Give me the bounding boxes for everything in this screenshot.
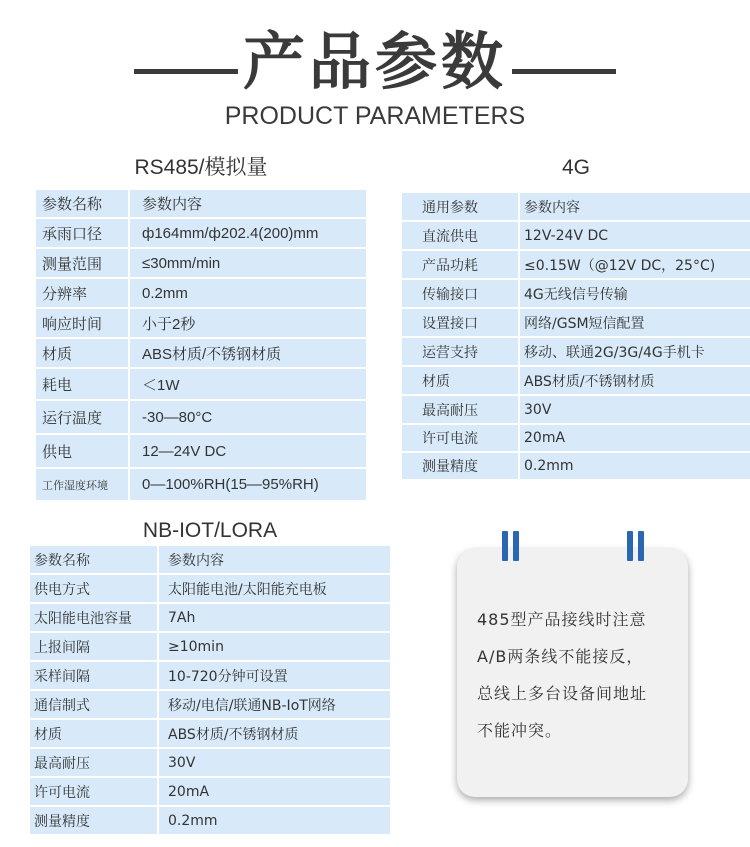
param-name: 采样间隔	[34, 668, 90, 685]
table-row	[402, 222, 750, 249]
table-row	[36, 469, 366, 500]
table-row	[36, 369, 366, 399]
table-row	[30, 575, 390, 602]
param-name: 太阳能电池容量	[34, 610, 132, 627]
param-value: 参数内容	[142, 196, 203, 213]
param-name: 运营支持	[422, 344, 478, 361]
param-value: 参数内容	[524, 199, 580, 216]
param-value: 30V	[524, 401, 552, 418]
param-name: 最高耐压	[34, 755, 90, 772]
section-title-rs485: RS485/模拟量	[134, 156, 268, 179]
param-value: 10-720分钟可设置	[168, 668, 288, 685]
param-value: 0.2mm	[524, 458, 574, 474]
table-row	[30, 691, 390, 718]
binder-clip-icon	[627, 531, 644, 561]
table-row	[36, 401, 366, 433]
table-row	[402, 453, 750, 479]
param-value: ABS材质/不锈钢材质	[168, 726, 299, 743]
note-line: 485型产品接线时注意	[477, 610, 647, 629]
note-line: A/B两条线不能接反，	[477, 647, 644, 666]
param-value: 0.2mm	[142, 284, 188, 302]
param-name: 参数名称	[34, 552, 90, 569]
rs485-param-table	[36, 190, 366, 500]
table-row	[30, 778, 390, 805]
param-name: 材质	[34, 726, 62, 743]
param-value: 12—24V DC	[142, 442, 227, 460]
param-value: 移动/电信/联通NB-IoT网络	[168, 697, 336, 714]
table-row	[402, 193, 750, 220]
table-row	[36, 249, 366, 277]
param-value: -30—80°C	[142, 408, 213, 426]
param-value: ф164mm/ф202.4(200)mm	[142, 224, 319, 242]
table-row	[30, 720, 390, 747]
param-name: 测量精度	[422, 459, 478, 475]
nbiot-param-table	[30, 546, 390, 834]
param-value: 0—100%RH(15—95%RH)	[142, 476, 319, 493]
table-row	[36, 190, 366, 217]
param-value: ≤0.15W（@12V DC，25°C)	[524, 257, 716, 274]
table-row	[30, 604, 390, 631]
param-name: 耗电	[42, 375, 73, 394]
table-row	[402, 280, 750, 307]
param-name: 运行温度	[42, 408, 103, 427]
table-row	[36, 219, 366, 247]
table-row	[402, 396, 750, 423]
param-value: 0.2mm	[168, 812, 218, 829]
section-title-nbiot: NB-IOT/LORA	[142, 519, 278, 542]
param-value: 小于2秒	[142, 315, 196, 333]
param-name: 测量精度	[34, 813, 90, 830]
param-name: 材质	[422, 373, 450, 390]
param-value: 7Ah	[168, 609, 196, 626]
param-name: 直流供电	[422, 228, 478, 245]
param-value: 移动、联通2G/3G/4G手机卡	[524, 344, 705, 361]
param-name: 通信制式	[34, 697, 90, 714]
param-value: ABS材质/不锈钢材质	[524, 373, 655, 390]
param-name: 通用参数	[422, 199, 478, 216]
table-row	[402, 367, 750, 394]
param-name: 测量范围	[42, 254, 103, 273]
table-row	[402, 338, 750, 365]
param-name: 材质	[42, 344, 73, 363]
table-row	[30, 749, 390, 776]
param-name: 许可电流	[422, 431, 478, 447]
table-row	[402, 309, 750, 336]
param-name: 响应时间	[42, 314, 103, 333]
note-line: 总线上多台设备间地址	[477, 684, 648, 703]
page-subtitle: PRODUCT PARAMETERS	[224, 102, 526, 130]
column-divider	[157, 546, 159, 834]
table-row	[36, 339, 366, 367]
param-name: 最高耐压	[422, 402, 478, 419]
param-name: 参数名称	[42, 195, 103, 213]
wiring-note-text	[477, 601, 677, 749]
param-value: 4G无线信号传输	[524, 286, 628, 303]
param-name: 传输接口	[422, 286, 478, 303]
table-row	[36, 309, 366, 337]
param-value: 20mA	[524, 430, 566, 446]
param-name: 工作湿度环境	[42, 478, 108, 492]
table-row	[402, 251, 750, 278]
param-name: 供电方式	[34, 581, 90, 598]
param-value: 12V-24V DC	[524, 227, 609, 244]
table-row	[36, 435, 366, 467]
column-divider	[518, 193, 520, 479]
page-title: 产品参数	[242, 25, 507, 98]
wiring-note-card	[457, 549, 688, 797]
4g-param-table	[402, 193, 750, 479]
param-name: 分辨率	[42, 284, 88, 303]
section-title-4g: 4G	[561, 156, 590, 179]
param-name: 供电	[42, 442, 73, 461]
table-row	[30, 807, 390, 834]
param-name: 产品功耗	[422, 257, 478, 274]
param-name: 许可电流	[34, 784, 90, 801]
table-row	[30, 662, 390, 689]
param-value: 30V	[168, 754, 196, 771]
param-value: ≤30mm/min	[142, 254, 221, 272]
param-value: ＜1W	[142, 376, 180, 394]
param-value: ABS材质/不锈钢材质	[142, 345, 282, 363]
column-divider	[128, 190, 130, 500]
binder-clip-icon	[502, 531, 519, 561]
param-value: 20mA	[168, 783, 210, 800]
table-row	[36, 279, 366, 307]
param-name: 设置接口	[422, 315, 478, 332]
table-row	[402, 425, 750, 451]
param-value: 太阳能电池/太阳能充电板	[168, 581, 327, 598]
table-row	[30, 546, 390, 573]
param-name: 上报间隔	[34, 639, 90, 656]
table-row	[30, 633, 390, 660]
note-line: 不能冲突。	[477, 721, 563, 740]
param-value: 网络/GSM短信配置	[524, 315, 645, 332]
param-value: ≥10min	[168, 638, 224, 655]
param-name: 承雨口径	[42, 224, 103, 243]
param-value: 参数内容	[168, 552, 224, 569]
